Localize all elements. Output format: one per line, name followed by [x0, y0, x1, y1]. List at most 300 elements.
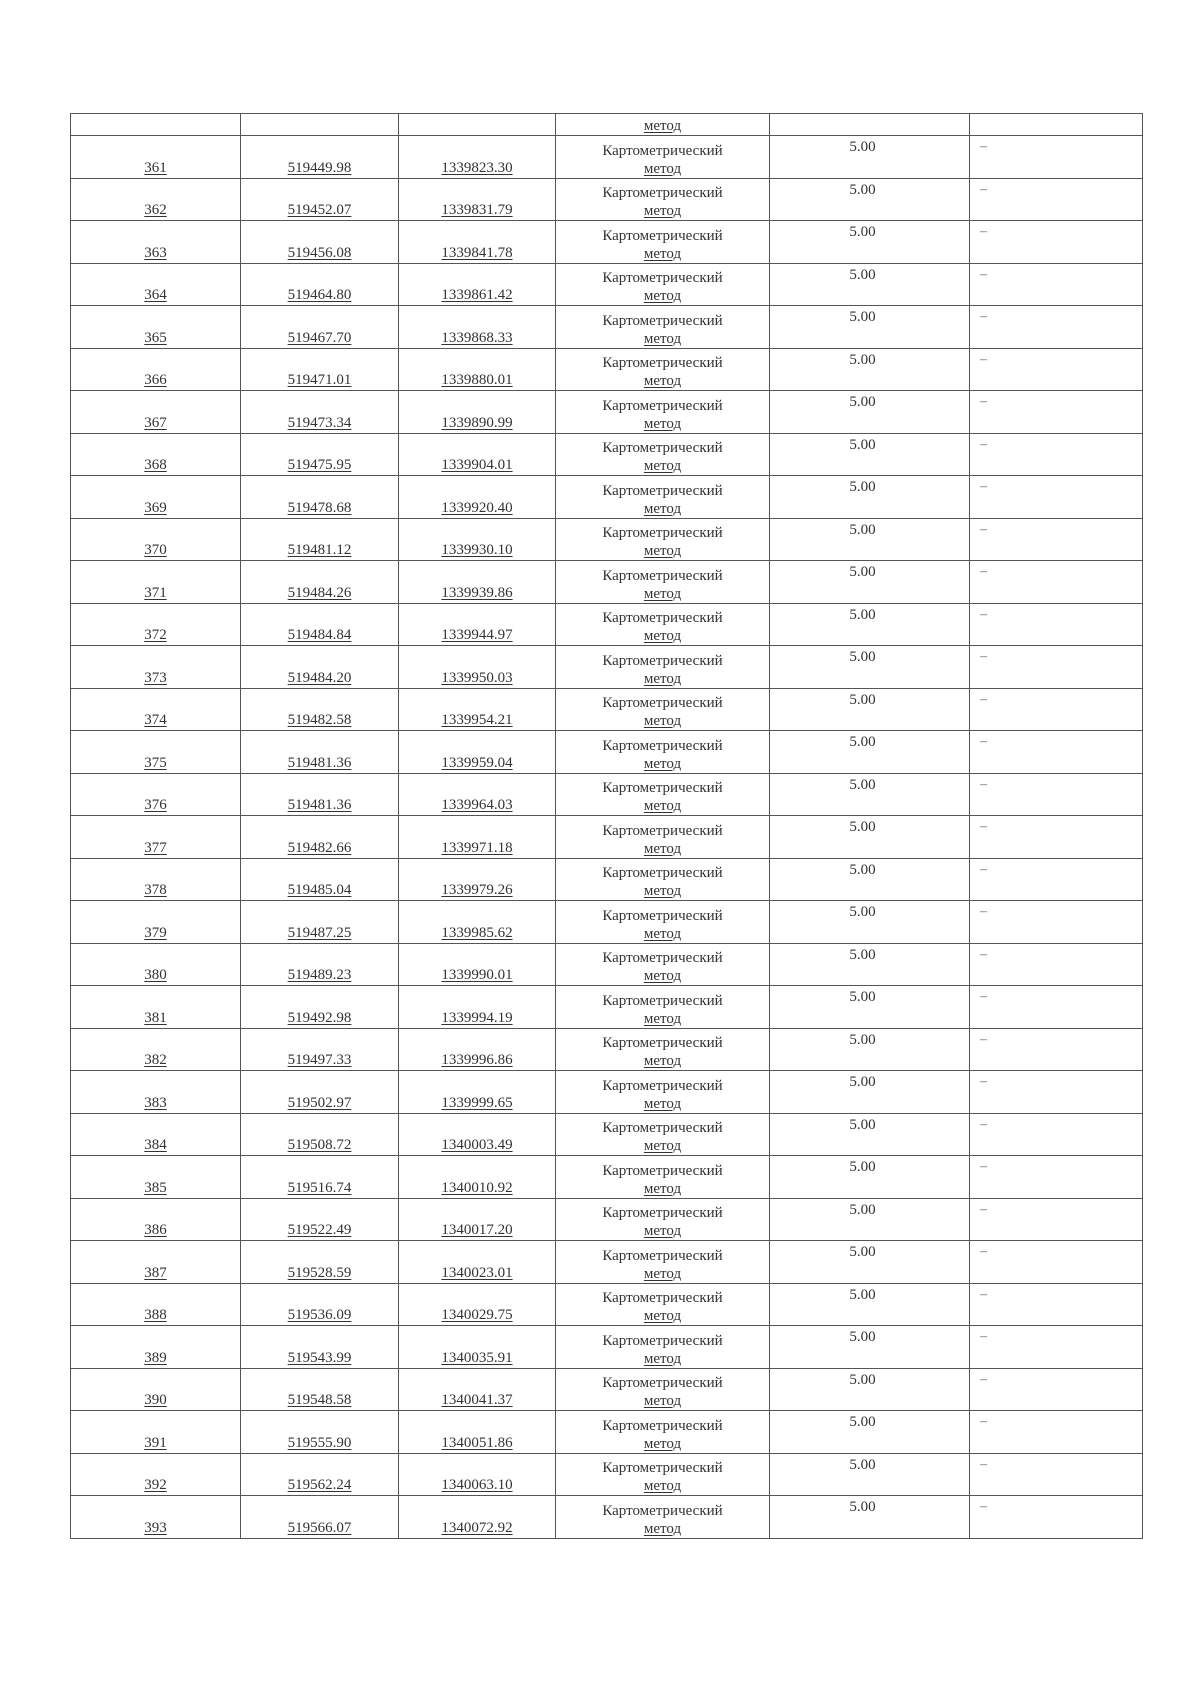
point-number: 362 — [144, 202, 167, 218]
accuracy-cell — [770, 943, 970, 986]
method-text-line-1: Картометрический — [602, 1120, 723, 1136]
table-row — [71, 1113, 1143, 1156]
x-coordinate: 519522.49 — [287, 1222, 352, 1238]
x-coordinate: 519508.72 — [287, 1137, 352, 1153]
method-text-line-1: Картометрический — [602, 1332, 723, 1349]
x-coordinate-cell — [241, 773, 399, 816]
method-text-line-2: метод — [643, 1435, 682, 1452]
method-cell — [556, 1198, 770, 1241]
y-coordinate-cell — [399, 221, 556, 264]
description-cell — [970, 263, 1143, 306]
y-coordinate-cell — [399, 943, 556, 986]
description-value: – — [980, 139, 987, 154]
point-number-cell — [71, 943, 241, 986]
point-number-cell — [71, 136, 241, 179]
method-text-line-2: метод — [643, 160, 682, 177]
method-text-line-1: Картометрический — [602, 950, 723, 966]
description-value: – — [980, 351, 987, 367]
table-row — [71, 391, 1143, 434]
point-number-cell — [71, 1028, 241, 1071]
method-text-line-1: Картометрический — [602, 185, 723, 201]
method-text-line-1: Картометрический — [602, 1035, 723, 1051]
description-value: – — [980, 1499, 987, 1514]
accuracy-cell — [770, 901, 970, 944]
point-number-cell — [71, 646, 241, 689]
point-number: 368 — [144, 457, 167, 473]
accuracy-value: 5.00 — [849, 1329, 876, 1345]
accuracy-cell — [770, 433, 970, 476]
table-row — [71, 1241, 1143, 1284]
point-number: 364 — [144, 287, 167, 303]
x-coordinate: 519481.12 — [287, 542, 352, 558]
description-value: – — [980, 1031, 987, 1047]
accuracy-value: 5.00 — [849, 224, 876, 240]
description-value: – — [980, 436, 987, 452]
description-cell — [970, 1496, 1143, 1539]
table-row — [71, 1071, 1143, 1114]
y-coordinate-cell — [399, 433, 556, 476]
description-value: – — [980, 1201, 987, 1217]
description-value: – — [980, 181, 987, 197]
description-cell — [970, 1071, 1143, 1114]
description-cell — [970, 986, 1143, 1029]
method-text-line-2: метод — [643, 628, 682, 644]
x-coordinate: 519485.04 — [287, 882, 352, 898]
point-number-cell — [71, 1283, 241, 1326]
method-cell — [556, 1496, 770, 1539]
accuracy-value: 5.00 — [849, 394, 876, 410]
accuracy-value: 5.00 — [849, 309, 876, 325]
x-coordinate-cell — [241, 1283, 399, 1326]
method-cell — [556, 901, 770, 944]
y-coordinate-cell — [399, 476, 556, 519]
method-text-line-2: метод — [643, 1138, 682, 1154]
method-text-line-2: метод — [643, 798, 682, 814]
description-value: – — [980, 564, 987, 579]
method-text-line-2: метод — [643, 883, 682, 899]
point-number-cell — [71, 1113, 241, 1156]
x-coordinate-cell — [241, 1028, 399, 1071]
accuracy-cell — [770, 1113, 970, 1156]
x-coordinate-cell — [241, 1453, 399, 1496]
x-coordinate-cell — [241, 348, 399, 391]
description-value: – — [980, 1286, 987, 1302]
description-value: – — [980, 989, 987, 1004]
x-coordinate-cell — [241, 986, 399, 1029]
y-coordinate-cell — [399, 136, 556, 179]
method-text-line-1: Картометрический — [602, 652, 723, 669]
accuracy-cell — [770, 136, 970, 179]
x-coordinate: 519484.20 — [287, 669, 352, 686]
y-coordinate-cell — [399, 773, 556, 816]
x-coordinate-cell — [241, 731, 399, 774]
accuracy-value: 5.00 — [849, 946, 876, 963]
table-row — [71, 816, 1143, 859]
accuracy-cell — [770, 986, 970, 1029]
description-cell — [970, 348, 1143, 391]
x-coordinate: 519481.36 — [287, 797, 352, 813]
method-text-line-1: Картометрический — [602, 822, 723, 839]
method-cell — [556, 1453, 770, 1496]
y-coordinate: 1339841.78 — [441, 244, 513, 261]
method-cell — [556, 816, 770, 859]
accuracy-cell — [770, 688, 970, 731]
coordinates-table — [70, 113, 1143, 1539]
method-text-line-2: метод — [643, 925, 682, 942]
x-coordinate-cell — [241, 858, 399, 901]
y-coordinate: 1339823.30 — [441, 159, 513, 176]
method-text-line-2: метод — [643, 1350, 682, 1367]
method-text-line-2: метод — [643, 840, 682, 857]
method-text-line-1: Картометрический — [602, 525, 723, 541]
accuracy-value: 5.00 — [849, 1074, 876, 1090]
point-number: 383 — [144, 1094, 167, 1111]
table-row — [71, 901, 1143, 944]
method-text-line-1: Картометрический — [602, 482, 723, 499]
method-cell — [556, 1283, 770, 1326]
y-coordinate-cell — [399, 1028, 556, 1071]
x-coordinate: 519452.07 — [287, 202, 352, 218]
accuracy-cell — [770, 603, 970, 646]
table-row — [71, 433, 1143, 476]
point-number: 372 — [144, 627, 167, 643]
point-number-cell — [71, 1453, 241, 1496]
x-coordinate-cell — [241, 221, 399, 264]
y-coordinate: 1339971.18 — [441, 839, 513, 856]
point-number: 393 — [144, 1519, 167, 1536]
y-coordinate-cell — [399, 306, 556, 349]
x-coordinate-cell — [241, 561, 399, 604]
accuracy-value: 5.00 — [849, 819, 876, 835]
accuracy-cell — [770, 773, 970, 816]
table-row — [71, 476, 1143, 519]
y-coordinate: 1339950.03 — [441, 669, 513, 686]
method-text-line-2: метод — [643, 330, 682, 347]
x-coordinate-cell — [241, 1156, 399, 1199]
description-cell — [970, 646, 1143, 689]
description-cell — [970, 433, 1143, 476]
method-continued-text: метод — [643, 118, 682, 134]
accuracy-cell — [770, 1028, 970, 1071]
point-number-cell — [71, 391, 241, 434]
x-coordinate: 519536.09 — [287, 1307, 352, 1323]
point-number-cell — [71, 1368, 241, 1411]
description-cell — [970, 1113, 1143, 1156]
y-coordinate-cell — [399, 1241, 556, 1284]
accuracy-cell — [770, 646, 970, 689]
x-coordinate: 519475.95 — [287, 457, 352, 473]
method-text-line-1: Картометрический — [602, 992, 723, 1009]
method-text-line-2: метод — [643, 1223, 682, 1239]
y-coordinate: 1340017.20 — [441, 1222, 513, 1238]
point-number-cell — [71, 348, 241, 391]
x-coordinate: 519487.25 — [287, 924, 352, 941]
y-coordinate-cell — [399, 986, 556, 1029]
method-text-line-2: метод — [643, 1478, 682, 1494]
x-coordinate-cell — [241, 263, 399, 306]
x-coordinate-cell — [241, 178, 399, 221]
method-cell — [556, 518, 770, 561]
x-coordinate: 519473.34 — [287, 414, 352, 431]
table-row — [71, 858, 1143, 901]
method-text-line-1: Картометрический — [602, 865, 723, 881]
method-cell — [556, 433, 770, 476]
point-number: 378 — [144, 882, 167, 898]
table-row — [71, 178, 1143, 221]
description-cell — [970, 1156, 1143, 1199]
point-number-cell — [71, 263, 241, 306]
x-coordinate: 519528.59 — [287, 1264, 352, 1281]
method-cell — [556, 731, 770, 774]
accuracy-cell — [770, 221, 970, 264]
y-coordinate: 1339964.03 — [441, 797, 513, 813]
method-text-line-1: Картометрический — [602, 695, 723, 711]
accuracy-value: 5.00 — [849, 1414, 876, 1430]
method-text-line-2: метод — [643, 373, 682, 389]
accuracy-value: 5.00 — [849, 1159, 876, 1175]
description-cell — [970, 114, 1143, 136]
description-value: – — [980, 224, 987, 239]
method-cell — [556, 646, 770, 689]
accuracy-value: 5.00 — [849, 1031, 876, 1048]
point-number-cell — [71, 561, 241, 604]
method-text-line-1: Картометрический — [602, 1247, 723, 1264]
description-cell — [970, 1326, 1143, 1369]
method-text-line-2: метод — [643, 458, 682, 474]
description-value: – — [980, 649, 987, 664]
y-coordinate-cell — [399, 1326, 556, 1369]
y-coordinate: 1339861.42 — [441, 287, 513, 303]
point-number-cell — [71, 816, 241, 859]
accuracy-cell — [770, 263, 970, 306]
x-coordinate: 519543.99 — [287, 1349, 352, 1366]
description-value: – — [980, 691, 987, 707]
method-text-line-2: метод — [643, 1520, 682, 1537]
x-coordinate-cell — [241, 901, 399, 944]
point-number: 376 — [144, 797, 167, 813]
y-coordinate: 1340041.37 — [441, 1392, 513, 1408]
y-coordinate-cell — [399, 1198, 556, 1241]
y-coordinate: 1340035.91 — [441, 1349, 513, 1366]
point-number: 363 — [144, 244, 167, 261]
accuracy-cell — [770, 518, 970, 561]
table-row — [71, 306, 1143, 349]
method-cell — [556, 1326, 770, 1369]
accuracy-value: 5.00 — [849, 1371, 876, 1388]
accuracy-value: 5.00 — [849, 1286, 876, 1303]
accuracy-value: 5.00 — [849, 776, 876, 793]
table-row — [71, 646, 1143, 689]
method-text-line-2: метод — [643, 670, 682, 687]
x-coordinate-cell — [241, 646, 399, 689]
x-coordinate-cell — [241, 391, 399, 434]
method-cell — [556, 1113, 770, 1156]
x-coordinate: 519467.70 — [287, 329, 352, 346]
method-text-line-2: метод — [643, 245, 682, 262]
method-text-line-1: Картометрический — [602, 567, 723, 584]
x-coordinate: 519492.98 — [287, 1009, 352, 1026]
x-coordinate-cell — [241, 1071, 399, 1114]
accuracy-value: 5.00 — [849, 479, 876, 495]
accuracy-cell — [770, 561, 970, 604]
method-cell — [556, 561, 770, 604]
table-row — [71, 1368, 1143, 1411]
accuracy-cell — [770, 1198, 970, 1241]
x-coordinate-cell — [241, 518, 399, 561]
y-coordinate: 1339930.10 — [441, 542, 513, 558]
y-coordinate-cell — [399, 731, 556, 774]
y-coordinate: 1339990.01 — [441, 967, 513, 983]
y-coordinate-cell — [399, 1368, 556, 1411]
method-text-line-2: метод — [643, 500, 682, 517]
accuracy-value: 5.00 — [849, 139, 876, 155]
description-cell — [970, 476, 1143, 519]
y-coordinate: 1340029.75 — [441, 1307, 513, 1323]
x-coordinate: 519548.58 — [287, 1392, 352, 1408]
method-text-line-1: Картометрический — [602, 227, 723, 244]
accuracy-value: 5.00 — [849, 734, 876, 750]
point-number-cell — [71, 306, 241, 349]
y-coordinate-cell — [399, 263, 556, 306]
accuracy-value: 5.00 — [849, 691, 876, 708]
accuracy-value: 5.00 — [849, 521, 876, 538]
method-text-line-1: Картометрический — [602, 1502, 723, 1519]
method-text-line-1: Картометрический — [602, 780, 723, 796]
point-number: 374 — [144, 712, 167, 728]
table-row — [71, 986, 1143, 1029]
table-row — [71, 1453, 1143, 1496]
x-coordinate-cell — [241, 603, 399, 646]
method-text-line-1: Картометрический — [602, 610, 723, 626]
accuracy-cell — [770, 816, 970, 859]
description-cell — [970, 518, 1143, 561]
point-number: 375 — [144, 754, 167, 771]
point-number-cell — [71, 1326, 241, 1369]
table-row — [71, 688, 1143, 731]
method-cell — [556, 1028, 770, 1071]
x-coordinate-cell — [241, 1113, 399, 1156]
y-coordinate-cell — [399, 1411, 556, 1454]
point-number-cell — [71, 1156, 241, 1199]
point-number-cell — [71, 178, 241, 221]
description-cell — [970, 221, 1143, 264]
accuracy-cell — [770, 1453, 970, 1496]
description-cell — [970, 943, 1143, 986]
accuracy-value: 5.00 — [849, 564, 876, 580]
point-number: 371 — [144, 584, 167, 601]
table-row — [71, 263, 1143, 306]
description-cell — [970, 1453, 1143, 1496]
point-number-cell — [71, 858, 241, 901]
accuracy-cell — [770, 114, 970, 136]
y-coordinate: 1339999.65 — [441, 1094, 513, 1111]
y-coordinate: 1339868.33 — [441, 329, 513, 346]
method-cell — [556, 221, 770, 264]
accuracy-cell — [770, 306, 970, 349]
y-coordinate: 1340072.92 — [441, 1519, 513, 1536]
method-text-line-2: метод — [643, 1095, 682, 1112]
description-cell — [970, 1198, 1143, 1241]
point-number-cell — [71, 518, 241, 561]
table-row — [71, 561, 1143, 604]
method-cell — [556, 1411, 770, 1454]
point-number: 381 — [144, 1009, 167, 1026]
y-coordinate-cell — [399, 1453, 556, 1496]
method-text-line-1: Картометрический — [602, 142, 723, 159]
table-row — [71, 348, 1143, 391]
method-cell — [556, 1071, 770, 1114]
point-number-cell — [71, 1241, 241, 1284]
accuracy-cell — [770, 1283, 970, 1326]
description-value: – — [980, 606, 987, 622]
method-text-line-2: метод — [643, 1180, 682, 1197]
method-text-line-1: Картометрический — [602, 355, 723, 371]
accuracy-cell — [770, 178, 970, 221]
table-row-continued — [71, 114, 1143, 136]
y-coordinate-cell — [399, 688, 556, 731]
accuracy-cell — [770, 348, 970, 391]
method-cell — [556, 943, 770, 986]
method-cell — [556, 136, 770, 179]
accuracy-cell — [770, 731, 970, 774]
point-number-cell — [71, 1496, 241, 1539]
accuracy-cell — [770, 1496, 970, 1539]
point-number: 369 — [144, 499, 167, 516]
x-coordinate-cell — [241, 816, 399, 859]
description-cell — [970, 688, 1143, 731]
method-text-line-2: метод — [643, 1010, 682, 1027]
point-number: 391 — [144, 1434, 167, 1451]
y-coordinate: 1340003.49 — [441, 1137, 513, 1153]
method-text-line-1: Картометрический — [602, 1077, 723, 1094]
accuracy-cell — [770, 1156, 970, 1199]
accuracy-value: 5.00 — [849, 1499, 876, 1515]
point-number: 392 — [144, 1477, 167, 1493]
method-text-line-2: метод — [643, 968, 682, 984]
x-coordinate: 519555.90 — [287, 1434, 352, 1451]
point-number: 367 — [144, 414, 167, 431]
table-row — [71, 136, 1143, 179]
table-row — [71, 1496, 1143, 1539]
method-cell — [556, 114, 770, 136]
y-coordinate: 1339880.01 — [441, 372, 513, 388]
y-coordinate: 1340063.10 — [441, 1477, 513, 1493]
x-coordinate-cell — [241, 1368, 399, 1411]
table-row — [71, 1156, 1143, 1199]
accuracy-cell — [770, 391, 970, 434]
y-coordinate: 1339831.79 — [441, 202, 513, 218]
method-text-line-2: метод — [643, 1308, 682, 1324]
point-number: 379 — [144, 924, 167, 941]
table-row — [71, 603, 1143, 646]
table-row — [71, 1028, 1143, 1071]
point-number-cell — [71, 603, 241, 646]
y-coordinate-cell — [399, 518, 556, 561]
description-cell — [970, 1028, 1143, 1071]
description-value: – — [980, 479, 987, 494]
point-number: 382 — [144, 1052, 167, 1068]
description-value: – — [980, 904, 987, 919]
table-row — [71, 1198, 1143, 1241]
method-text-line-1: Картометрический — [602, 1417, 723, 1434]
y-coordinate: 1339985.62 — [441, 924, 513, 941]
y-coordinate-cell — [399, 178, 556, 221]
method-cell — [556, 348, 770, 391]
description-value: – — [980, 946, 987, 962]
description-cell — [970, 178, 1143, 221]
description-value: – — [980, 734, 987, 749]
y-coordinate: 1339920.40 — [441, 499, 513, 516]
